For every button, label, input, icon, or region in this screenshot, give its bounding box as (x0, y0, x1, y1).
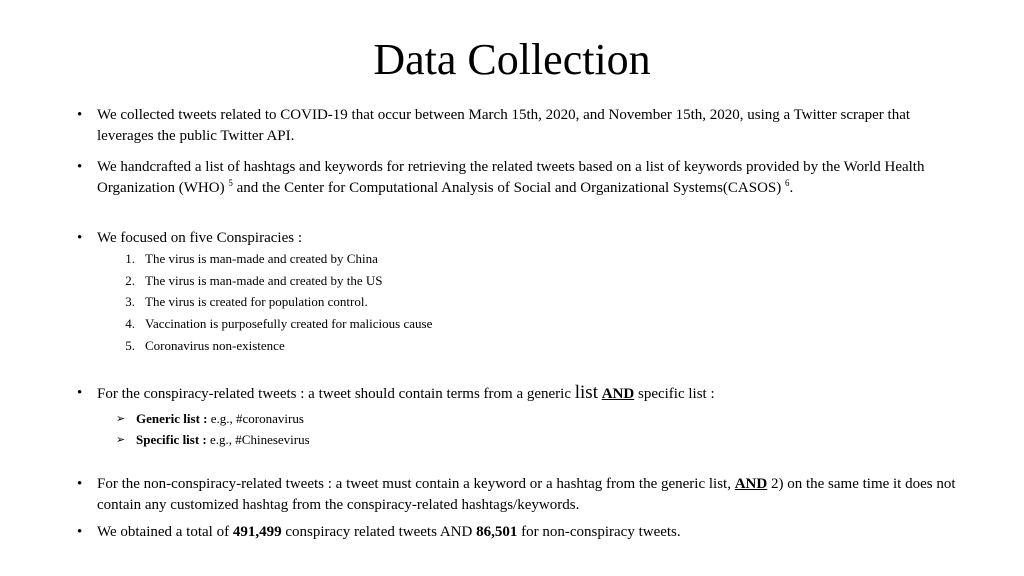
conspiracy-item (125, 293, 368, 311)
bullet-dot: • (77, 107, 83, 123)
bullet-dot: • (77, 476, 83, 492)
sublist-label: Specific list : (136, 432, 207, 447)
footnote-ref: 6 (785, 177, 790, 188)
list-word: list (574, 382, 598, 403)
conspiracy-item (125, 272, 383, 290)
bullet-non-conspiracy-tweets (77, 474, 957, 515)
arrow-bullet-icon: ➢ (116, 413, 126, 425)
item-text: The virus is created for population control. (145, 294, 368, 309)
bullet-text: . (789, 179, 794, 196)
bullet-conspiracy-tweets (77, 382, 957, 405)
conspiracy-count: 491,499 (232, 524, 282, 540)
bullet-text: We obtained a total of (97, 524, 230, 540)
and-keyword: AND (734, 476, 768, 492)
conspiracy-item (125, 250, 378, 268)
generic-list-item (116, 410, 304, 428)
bullet-dot: • (77, 524, 83, 540)
bullet-hashtags (77, 157, 957, 198)
bullet-totals (77, 522, 957, 543)
item-number: 3. (125, 294, 135, 309)
bullet-text: specific list : (637, 386, 715, 402)
item-number: 4. (125, 316, 135, 331)
item-number: 2. (125, 273, 135, 288)
bullet-text: and the Center for Computational Analysis of Social and Organizational Systems(CASOS) (236, 179, 782, 196)
and-keyword: AND (601, 386, 635, 402)
slide-title: Data Collection (373, 35, 651, 84)
bullet-data-period (77, 105, 957, 146)
item-text: Coronavirus non-existence (145, 338, 285, 353)
bullet-text: 2) on the same time it does not contain any customized hashtag from the conspiracy-related hashtags/keywords. (97, 476, 956, 513)
bullet-conspiracies (77, 228, 957, 249)
bullet-text: for non-conspiracy tweets. (521, 524, 681, 540)
sublist-example: e.g., #coronavirus (210, 411, 304, 426)
specific-list-item (116, 431, 310, 449)
bullet-text: We focused on five Conspiracies : (97, 230, 302, 246)
bullet-text: We handcrafted a list of hashtags and keywords for retrieving the related tweets based on a list of keywords provided by the World Health Organization (WHO) (97, 159, 925, 196)
sublist-label: Generic list : (136, 411, 208, 426)
item-number: 1. (125, 251, 135, 266)
arrow-bullet-icon: ➢ (116, 434, 126, 446)
bullet-text: For the conspiracy-related tweets : a tweet should contain terms from a generic (97, 386, 571, 402)
sublist-example: e.g., #Chinesevirus (210, 432, 310, 447)
bullet-text: For the non-conspiracy-related tweets : a tweet must contain a keyword or a hashtag from the generic list, (97, 476, 731, 492)
non-conspiracy-count: 86,501 (476, 524, 518, 540)
bullet-dot: • (77, 159, 83, 175)
conspiracy-item (125, 315, 433, 333)
item-text: The virus is man-made and created by China (145, 251, 378, 266)
item-text: The virus is man-made and created by the US (145, 273, 383, 288)
bullet-text: We collected tweets related to COVID-19 that occur between March 15th, 2020, and November 15th, 2020, using a Twitter scraper that leverages the public Twitter API. (97, 107, 911, 144)
bullet-dot: • (77, 230, 83, 246)
bullet-dot: • (77, 385, 83, 401)
conspiracy-item (125, 337, 285, 355)
item-text: Vaccination is purposefully created for malicious cause (145, 316, 433, 331)
footnote-ref: 5 (228, 177, 233, 188)
item-number: 5. (125, 338, 135, 353)
bullet-text: conspiracy related tweets AND (285, 524, 473, 540)
